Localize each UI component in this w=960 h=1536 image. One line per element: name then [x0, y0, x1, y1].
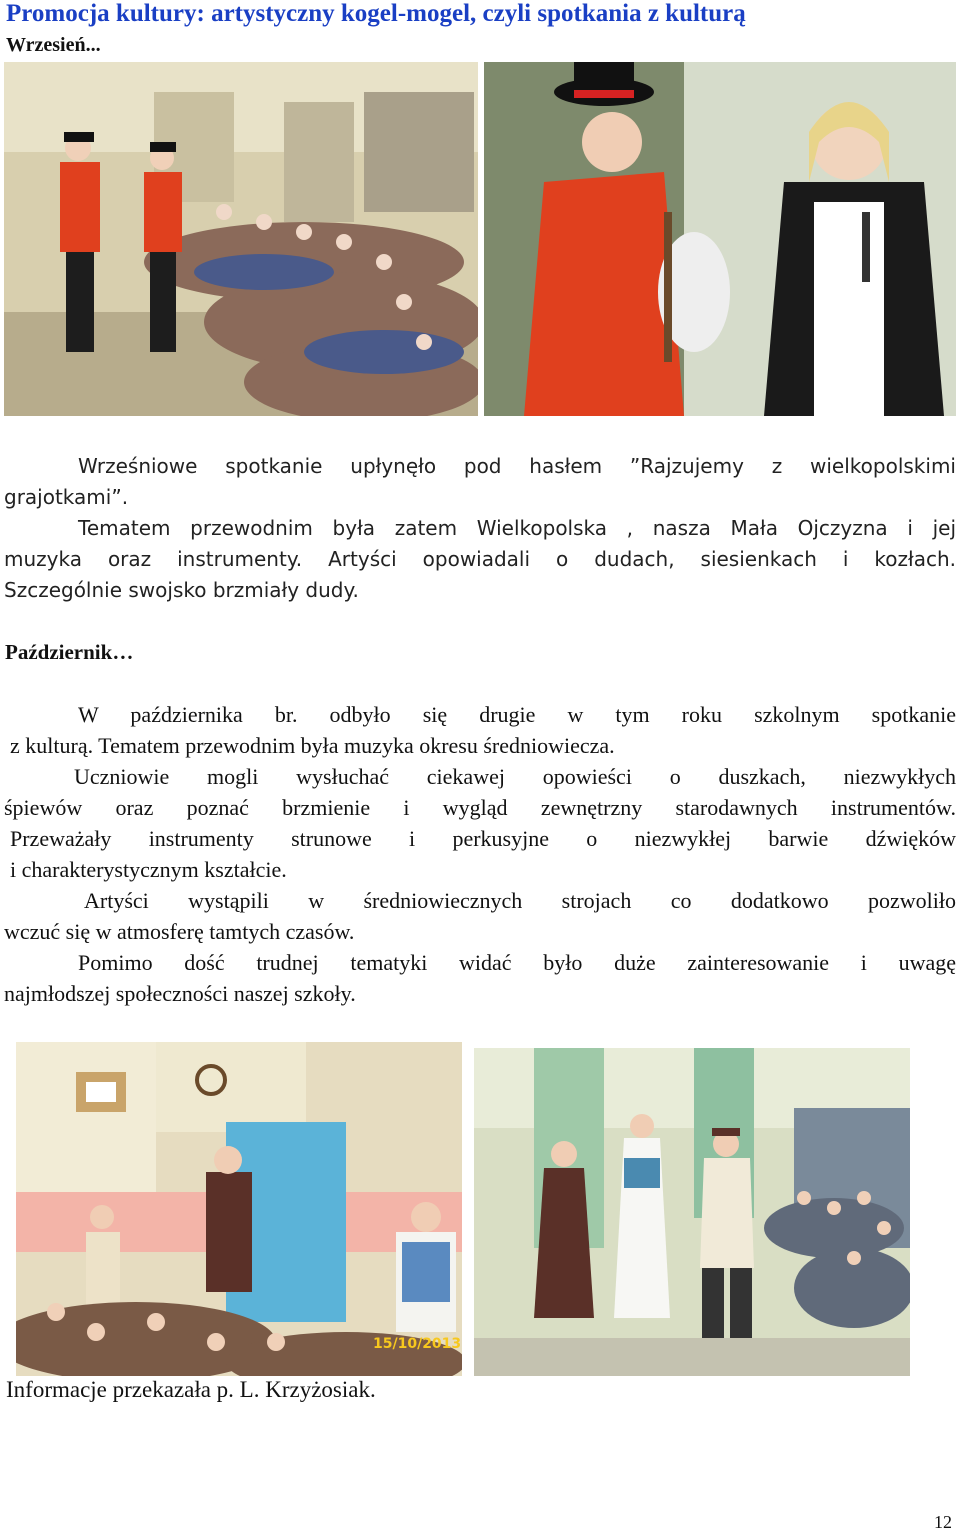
september-line-5: Szczególnie swojsko brzmiały dudy.: [4, 578, 359, 602]
photo-september-stage: [484, 62, 956, 416]
september-line-1: Wrześniowe spotkanie upłynęło pod hasłem ”Rajzujemy z wielkopolskimi: [78, 454, 956, 478]
page-number: 12: [934, 1512, 952, 1532]
photo-date-stamp: 15/10/2013: [373, 1336, 462, 1352]
october-line-5: Przeważały instrumenty strunowe i perkusyjne o niezwykłej barwie dźwięków: [10, 826, 956, 851]
page-title: Promocja kultury: artystyczny kogel-mogel, czyli spotkania z kulturą: [6, 0, 746, 27]
october-line-2: z kulturą. Tematem przewodnim była muzyka okresu średniowiecza.: [10, 733, 615, 758]
october-line-1: W października br. odbyło się drugie w tym roku szkolnym spotkanie: [78, 702, 956, 727]
section-subtitle-september: Wrzesień...: [6, 34, 101, 56]
october-line-10: najmłodszej społeczności naszej szkoły.: [4, 981, 356, 1006]
october-line-7: Artyści wystąpili w średniowiecznych strojach co dodatkowo pozwoliło: [84, 888, 956, 913]
october-line-6: i charakterystycznym kształcie.: [10, 857, 287, 882]
october-line-9: Pomimo dość trudnej tematyki widać było duże zainteresowanie i uwagę: [78, 950, 956, 975]
author-signature: Informacje przekazała p. L. Krzyżosiak.: [6, 1377, 376, 1402]
october-line-3: Uczniowie mogli wysłuchać ciekawej opowieści o duszkach, niezwykłych: [74, 764, 956, 789]
october-line-8: wczuć się w atmosferę tamtych czasów.: [4, 919, 355, 944]
september-line-4: muzyka oraz instrumenty. Artyści opowiadali o dudach, siesienkach i kozłach.: [4, 547, 956, 571]
photo-october-instruments: [474, 1048, 910, 1376]
september-line-2: grajotkami”.: [4, 485, 129, 509]
october-line-4: śpiewów oraz poznać brzmienie i wygląd zewnętrzny starodawnych instrumentów.: [4, 795, 956, 820]
september-line-3: Tematem przewodnim była zatem Wielkopolska , nasza Mała Ojczyzna i jej: [78, 516, 956, 540]
photo-date-stamp-layer: [16, 1042, 462, 1376]
section-heading-october: Październik…: [5, 640, 134, 664]
photo-september-hallway: [4, 62, 478, 416]
